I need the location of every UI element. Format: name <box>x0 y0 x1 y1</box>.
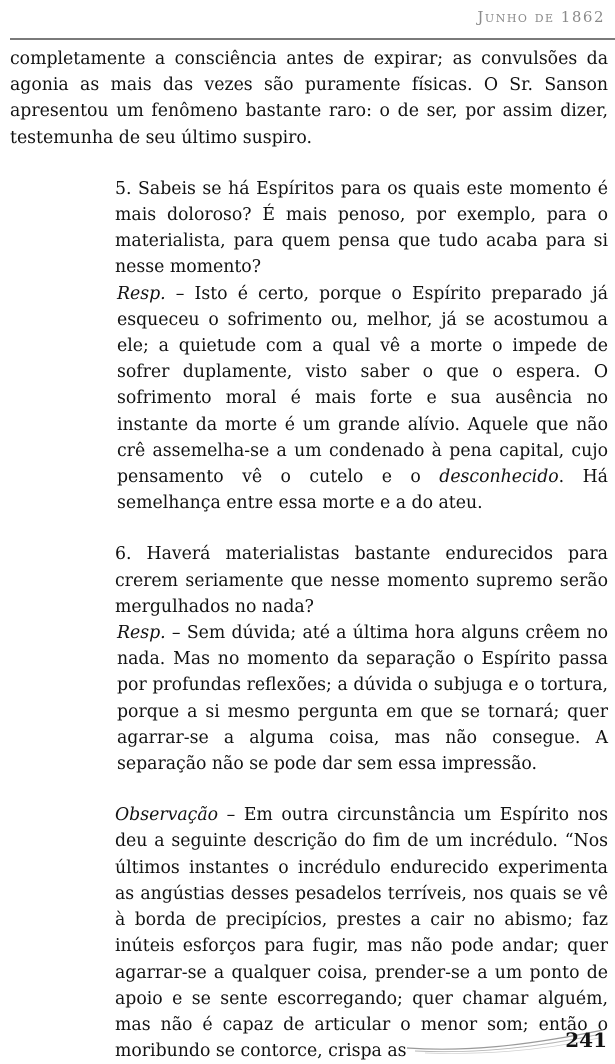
body-text <box>10 46 608 1064</box>
observation-label: Observação <box>115 805 219 826</box>
observation: Observação – Em outra circunstância um Espírito nos deu a seguinte descrição do fim de um incrédulo. “Nos últimos instantes o incrédulo endurecido experimenta as angústias desses pesadelos terríveis, nos quais se vê à borda de precipícios, prestes a cair no abismo; faz inúteis esforços para fugir, mas não pode andar; quer agarrar-se a qualquer coisa, prender-se a um ponto de apoio e se sente escorregando; quer chamar alguém, mas não é capaz de articular o menor som; então o moribundo se contorce, crispa as <box>115 805 608 1062</box>
answer-6: Resp. – Sem dúvida; até a última hora alguns crêem no nada. Mas no momento da separação o Espírito passa por profundas reflexões; a dúvida o subjuga e o tortura, porque a si mesmo pergunta em que se tornará; quer agarrar-se a alguma coisa, mas não consegue. A separação não se pode dar sem essa impressão. <box>117 623 608 775</box>
question-5: 5. Sabeis se há Espíritos para os quais este momento é mais doloroso? É mais penoso, por exemplo, para o materialista, para quem pensa que tudo acaba para si nesse momento? <box>115 178 608 278</box>
answer-label: Resp. <box>117 623 166 644</box>
running-header: Junho de 1862 <box>477 8 605 26</box>
answer-5: Resp. – Isto é certo, porque o Espírito preparado já esqueceu o sofrimento ou, melhor, já se acostumou a ele; a quietude com a qual vê a morte o impede de sofrer duplamente, visto saber o que o espera. O sofrimento moral é mais forte e sua ausência no instante da morte é um grande alívio. Aquele que não crê assemelha-se a um condenado à pena capital, cujo pensamento vê o cutelo e o desconhecido. Há semelhança entre essa morte e a do ateu. <box>117 283 608 514</box>
header-rule <box>10 38 615 40</box>
paragraph-continuation: completamente a consciência antes de expirar; as convulsões da agonia as mais das vezes são puramente físicas. O Sr. Sanson apresentou um fenômeno bastante raro: o de ser, por assim dizer, testemunha de seu último suspiro. <box>10 49 608 148</box>
answer-label: Resp. <box>117 283 166 304</box>
page-number: 241 <box>565 1028 607 1052</box>
italic-term: desconhecido <box>439 467 559 488</box>
question-6: 6. Haverá materialistas bastante endurecidos para crerem seriamente que nesse momento supremo serão mergulhados no nada? <box>115 544 608 617</box>
